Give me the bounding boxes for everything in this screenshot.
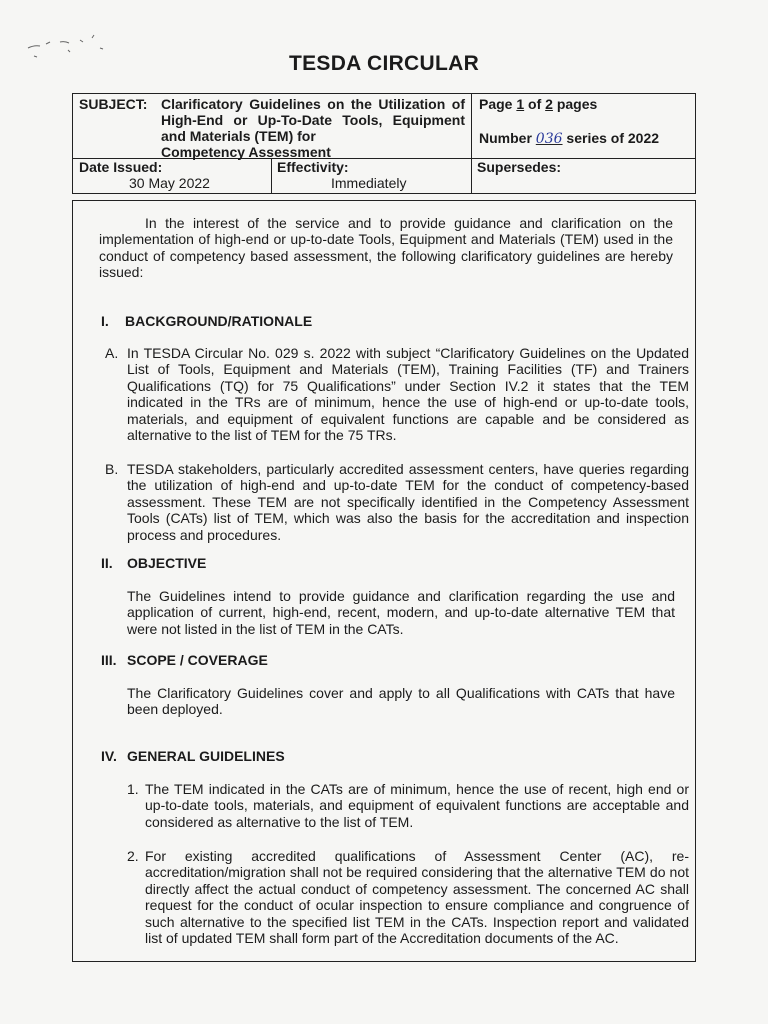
header-row-subject [73,94,695,159]
item-b-label: B. [105,461,119,477]
page-current: 1 [516,96,525,112]
page-info-cell [471,94,695,158]
header-row-dates [73,158,695,194]
item-a-label: A. [105,345,119,361]
number-prefix: Number [479,130,532,146]
section-3-number: III. [101,652,117,668]
date-issued-value: 30 May 2022 [129,175,210,191]
item-a-text: In TESDA Circular No. 029 s. 2022 with subject “Clarificatory Guidelines on the Updated List of Tools, Equipment and Materials (TEM), Training Facilities (TF) and Trainers Qualifications (TQ) for 75 Qualifications” under Section IV.2 it states that the TEM indicated in the TRs are of minimum, hence the use of high-end or up-to-date tools, materials, and equipment of equivalent functions are capable and be considered as alternative to the list of TEM for the 75 TRs. [127,345,689,444]
section-2-number: II. [101,555,113,571]
supersedes-cell [471,158,695,194]
circular-number [479,130,659,147]
section-1-title: BACKGROUND/RATIONALE [125,313,313,329]
effectivity-cell [271,158,472,194]
number-value-handwritten: 036 [535,131,563,147]
page-count [479,96,597,112]
intro-paragraph: In the interest of the service and to provide guidance and clarification on the implementation of high-end or up-to-date Tools, Equipment and Materials (TEM) used in the conduct of competency based assessment, the following clarificatory guidelines are hereby issued: [99,215,673,281]
item-b-text: TESDA stakeholders, particularly accredited assessment centers, have queries regarding the utilization of high-end and up-to-date TEM for the conduct of competency-based assessment. These TEM are not specifically identified in the Competency Assessment Tools (CATs) list of TEM, which was also the basis for the accreditation and inspection process and procedures. [127,461,689,543]
circular-header-table [72,93,696,194]
subject-text-last-line: Competency Assessment [161,144,331,160]
section-4-number: IV. [101,748,117,764]
page-suffix: pages [556,96,598,112]
subject-text [161,96,465,160]
effectivity-value: Immediately [331,175,407,191]
circular-body [72,200,696,962]
subject-label: SUBJECT: [79,96,148,112]
guideline-2-label: 2. [127,848,139,864]
section-2-title: OBJECTIVE [127,555,207,571]
guideline-1-label: 1. [127,781,139,797]
document-title: TESDA CIRCULAR [288,52,480,75]
page-of: of [528,96,542,112]
page-prefix: Page [479,96,513,112]
subject-text-main: Clarificatory Guidelines on the Utilization of High-End or Up-To-Date Tools, Equipment and Materials (TEM) for [161,96,465,144]
section-4-title: GENERAL GUIDELINES [127,748,285,764]
scope-text: The Clarificatory Guidelines cover and apply to all Qualifications with CATs that have been deployed. [127,685,675,718]
supersedes-label: Supersedes: [477,159,562,175]
effectivity-label: Effectivity: [277,159,349,175]
objective-text: The Guidelines intend to provide guidance and clarification regarding the use and application of current, high-end, recent, modern, and up-to-date alternative TEM that were not listed in the list of TEM in the CATs. [127,588,675,637]
guideline-2-text: For existing accredited qualifications of Assessment Center (AC), re-accreditation/migration shall not be required considering that the alternative TEM do not directly affect the actual conduct of competency assessment. The concerned AC shall request for the conduct of ocular inspection to ensure compliance and congruence of such alternative to the specified list TEM in the CATs. Inspection report and validated list of updated TEM shall form part of the Accreditation documents of the AC. [145,848,689,947]
number-suffix: series of 2022 [566,130,660,146]
section-3-title: SCOPE / COVERAGE [127,652,268,668]
guideline-1-text: The TEM indicated in the CATs are of minimum, hence the use of recent, high end or up-to-date tools, materials, and equipment of equivalent functions are acceptable and considered as alternative to the list of TEM. [145,781,689,830]
date-issued-label: Date Issued: [79,159,163,175]
section-1-number: I. [101,313,109,329]
date-issued-cell [73,158,272,194]
page-total: 2 [545,96,553,112]
subject-cell [73,94,472,158]
